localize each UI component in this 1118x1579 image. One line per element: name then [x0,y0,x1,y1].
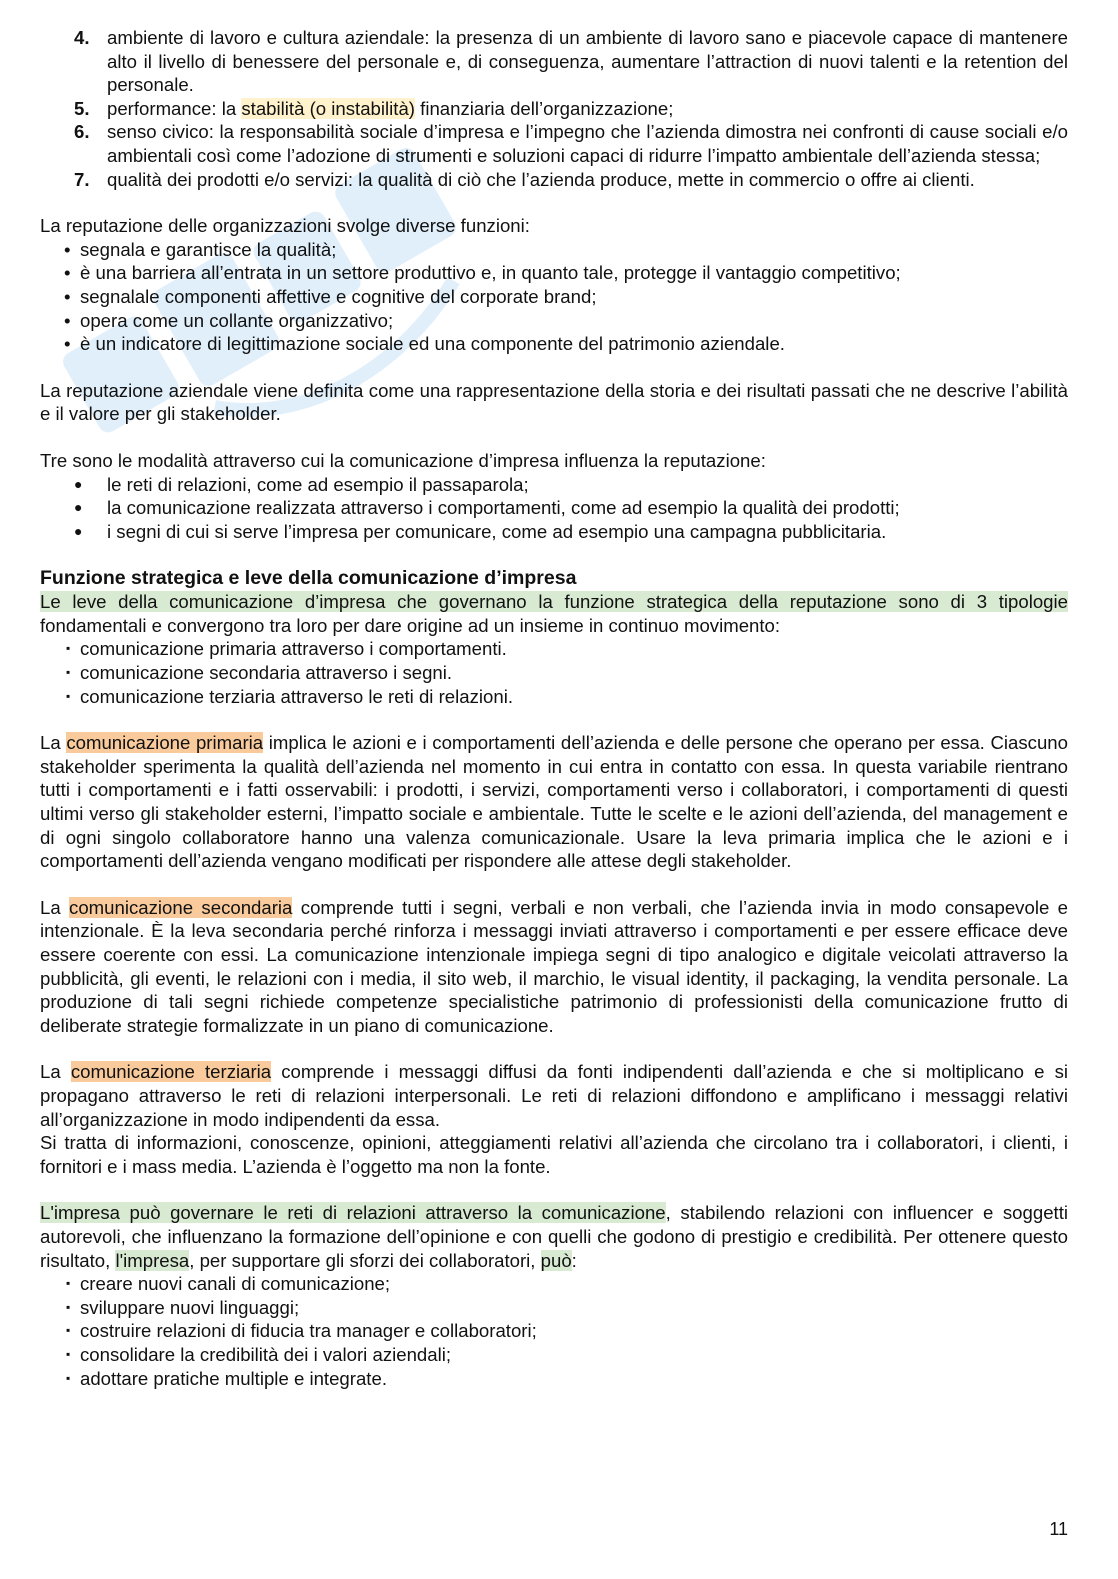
list-item: ▪ costruire relazioni di fiducia tra manager e collaboratori; [66,1320,537,1342]
list-item: • segnala e garantisce la qualità; [64,238,337,260]
highlight: può [540,1249,572,1271]
list-item: • è un indicatore di legittimazione sociale ed una componente del patrimonio aziendale. [64,333,785,355]
tertiary-paragraph-2: Si tratta di informazioni, conoscenze, opinioni, atteggiamenti relativi all’azienda che circolano tra i collaboratori, i clienti, i fornitori e i mass media. L’azienda è l’oggetto ma non la fonte. [40,1132,1068,1177]
list-item: ▪ comunicazione terziaria attraverso le reti di relazioni. [66,685,514,707]
highlight: l'impresa [115,1249,190,1271]
modalities-intro: Tre sono le modalità attraverso cui la comunicazione d’impresa influenza la reputazione: [40,449,766,471]
levers-list [40,637,1068,708]
page-number: 11 [1049,1519,1068,1539]
list-item: ▪ sviluppare nuovi linguaggi; [66,1296,300,1318]
highlight: comunicazione terziaria [70,1061,272,1083]
list-item: ▪ adottare pratiche multiple e integrate. [66,1367,387,1389]
governance-list [40,1272,1068,1390]
list-item: ● le reti di relazioni, come ad esempio il passaparola; [74,473,529,495]
list-item: 6. senso civico: la responsabilità sociale d’impresa e l’impegno che l’azienda dimostra nei confronti di cause sociali e/o ambientali così come l’adozione di strumenti e soluzioni capaci di ridurre l’impatto ambientale dell’azienda stessa; [74,121,1068,166]
levers-intro: Le leve della comunicazione d’impresa che governano la funzione strategica della reputazione sono di 3 tipologie fondamentali e convergono tra loro per dare origine ad un insieme in continuo movimento: [40,591,1068,636]
list-item: • segnalale componenti affettive e cognitive del corporate brand; [64,285,597,307]
list-item: • è una barriera all’entrata in un settore produttivo e, in quanto tale, protegge il vantaggio competitivo; [64,262,901,284]
list-item: • opera come un collante organizzativo; [64,309,394,331]
modalities-list [40,473,1068,544]
functions-intro: La reputazione delle organizzazioni svolge diverse funzioni: [40,215,530,237]
numbered-list [40,26,1068,191]
governance-paragraph: L'impresa può governare le reti di relazioni attraverso la comunicazione, stabilendo relazioni con influencer e soggetti autorevoli, che influenzano la formazione dell’opinione e con quelli che godono di prestigio e credibilità. Per ottenere questo risultato, l'impresa, per supportare gli sforzi dei collaboratori, può: [40,1202,1068,1271]
highlight: comunicazione secondaria [69,896,293,918]
list-item: ▪ creare nuovi canali di comunicazione; [66,1273,391,1295]
highlight: L'impresa può governare le reti di relazioni attraverso la comunicazione [40,1202,666,1224]
tertiary-paragraph: La comunicazione terziaria comprende i messaggi diffusi da fonti indipendenti dall’azienda e che si moltiplicano e si propagano attraverso le reti di relazioni interpersonali. Le reti di relazioni diffondono e amplificano i messaggi relativi all’organizzazione in modo indipendenti da essa. [40,1061,1068,1130]
secondary-paragraph: La comunicazione secondaria comprende tutti i segni, verbali e non verbali, che l’azienda invia in modo consapevole e intenzionale. È la leva secondaria perché rinforza i messaggi inviati attraverso i comportamenti e per essere efficace deve essere coerente con essi. La comunicazione intenzionale impiega segni di tipo analogico e digitale veicolati attraverso la pubblicità, gli eventi, le relazioni con i media, il sito web, il marchio, le visual identity, il packaging, la vendita personale. La produzione di tali segni richiede competenze specialistiche patrimonio di professionisti della comunicazione frutto di deliberate strategie formalizzate in un piano di comunicazione. [40,896,1068,1036]
primary-paragraph: La comunicazione primaria implica le azioni e i comportamenti dell’azienda e delle persone che operano per essa. Ciascuno stakeholder sperimenta la qualità dell’azienda nel momento in cui entra in contatto con essa. In questa variabile rientrano tutti i comportamenti e i fatti osservabili: i prodotti, i servizi, comportamenti verso i collaboratori, i comportamenti di questi ultimi verso gli stakeholder esterni, l’impatto sociale e ambientale. Tutte le scelte e le azioni dell’azienda, del management e di ogni singolo collaboratore hanno una valenza comunicazionale. Usare la leva primaria implica che le azioni e i comportamenti dell’azienda vengano modificati per rispondere alle attese degli stakeholder. [40,732,1068,872]
highlight: comunicazione primaria [66,732,264,754]
highlight: stabilità (o instabilità) [241,97,415,119]
section-title: Funzione strategica e leve della comunicazione d’impresa [40,567,577,590]
definition-paragraph: La reputazione aziendale viene definita come una rappresentazione della storia e dei risultati passati che ne descrive l’abilità e il valore per gli stakeholder. [40,379,1068,425]
list-item: 5. performance: la stabilità (o instabilità) finanziaria dell’organizzazione; [74,97,674,119]
list-item: ● la comunicazione realizzata attraverso i comportamenti, come ad esempio la qualità dei prodotti; [74,497,900,519]
list-item: ● i segni di cui si serve l’impresa per comunicare, come ad esempio una campagna pubblicitaria. [74,520,887,542]
document-page [40,26,1068,1390]
list-item: ▪ comunicazione secondaria attraverso i segni. [66,662,453,684]
functions-list [40,238,1068,356]
list-item: ▪ consolidare la credibilità dei i valori aziendali; [66,1343,452,1365]
list-item: 4. ambiente di lavoro e cultura aziendale: la presenza di un ambiente di lavoro sano e piacevole capace di mantenere alto il livello di benessere del personale e, di conseguenza, aumentare l’attraction di nuovi talenti e la retention del personale. [74,27,1068,96]
list-item: 7. qualità dei prodotti e/o servizi: la qualità di ciò che l’azienda produce, mette in commercio o offre ai clienti. [74,168,975,190]
list-item: ▪ comunicazione primaria attraverso i comportamenti. [66,638,507,660]
highlight: Le leve della comunicazione d’impresa che governano la funzione strategica della reputazione sono di 3 tipologie [40,591,1068,613]
